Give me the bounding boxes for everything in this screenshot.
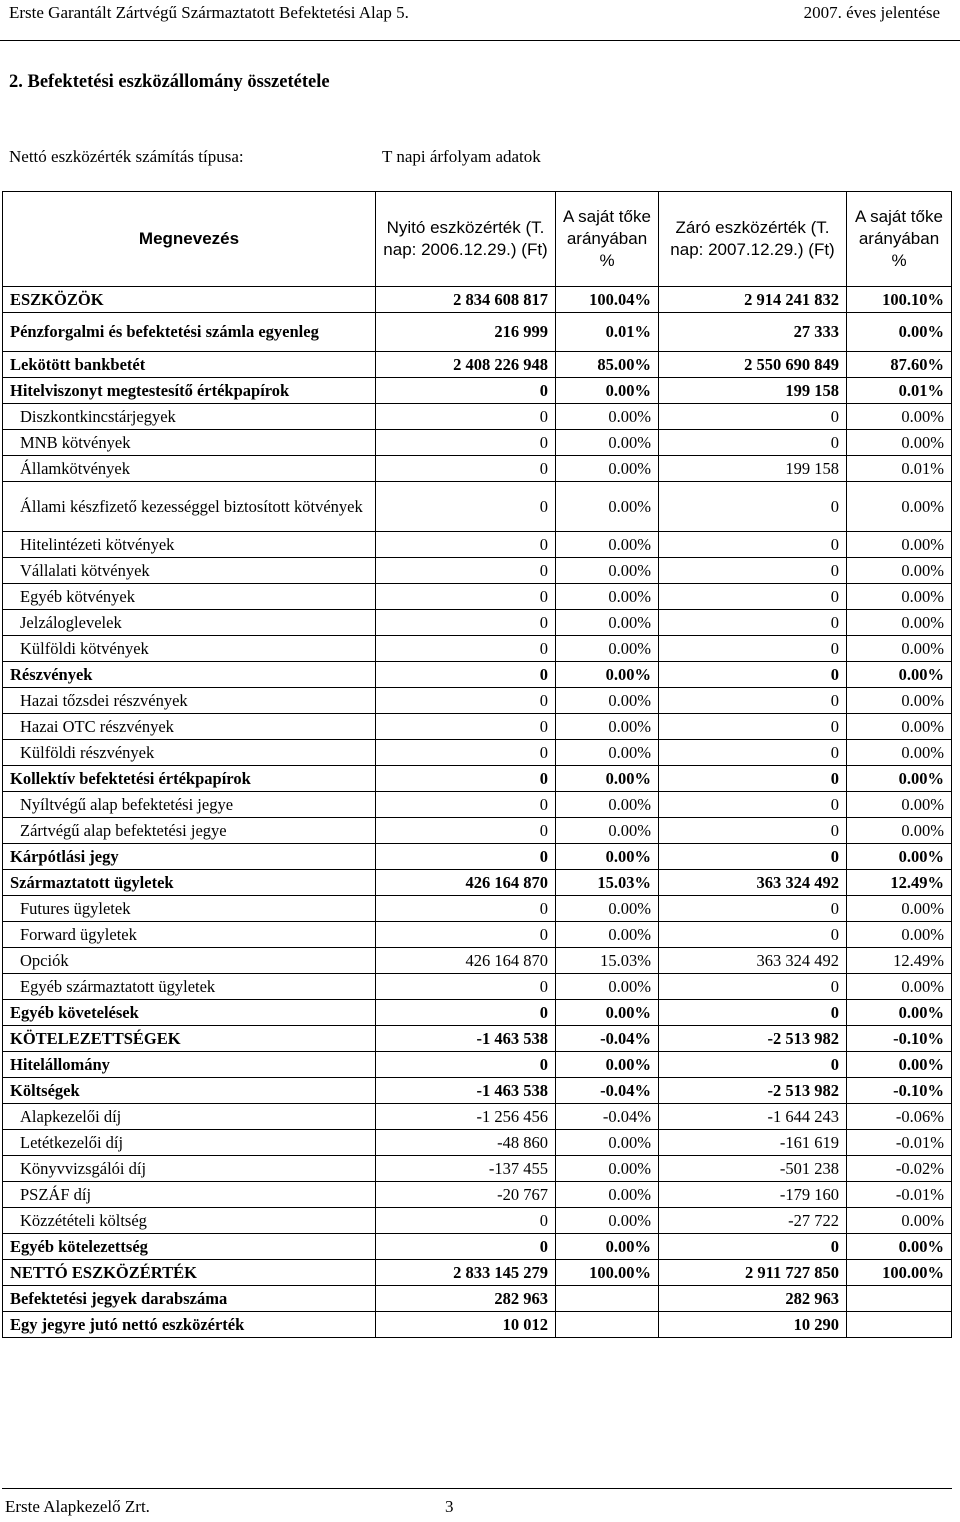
row-close-pct: 0.01%	[847, 378, 952, 404]
row-open-pct: -0.04%	[556, 1078, 659, 1104]
table-row	[3, 922, 952, 948]
row-close-value: 10 290	[659, 1312, 847, 1338]
row-name: Külföldi kötvények	[3, 636, 376, 662]
table-row	[3, 558, 952, 584]
row-open-value: 282 963	[376, 1286, 556, 1312]
row-open-pct: 0.00%	[556, 714, 659, 740]
row-open-value: 0	[376, 636, 556, 662]
row-name: Államkötvények	[3, 456, 376, 482]
row-open-pct: 100.00%	[556, 1260, 659, 1286]
row-open-value: 0	[376, 456, 556, 482]
row-open-pct: 0.00%	[556, 818, 659, 844]
row-close-value: 0	[659, 430, 847, 456]
row-name: ESZKÖZÖK	[3, 287, 376, 313]
row-open-value: 2 408 226 948	[376, 352, 556, 378]
row-open-value: 0	[376, 1234, 556, 1260]
table-row	[3, 1078, 952, 1104]
row-name: Vállalati kötvények	[3, 558, 376, 584]
report-title: 2007. éves jelentése	[803, 3, 940, 22]
row-open-pct: 0.00%	[556, 896, 659, 922]
row-open-value: 0	[376, 792, 556, 818]
row-open-value: 0	[376, 584, 556, 610]
header-open-pct: A saját tőke arányában %	[556, 192, 659, 287]
row-open-value: 0	[376, 844, 556, 870]
row-close-value: -161 619	[659, 1130, 847, 1156]
row-open-value: -1 463 538	[376, 1026, 556, 1052]
row-open-value: -1 256 456	[376, 1104, 556, 1130]
row-open-pct: -0.04%	[556, 1026, 659, 1052]
row-close-value: 0	[659, 558, 847, 584]
row-open-value: -20 767	[376, 1182, 556, 1208]
row-name: Pénzforgalmi és befektetési számla egyenleg	[3, 313, 376, 352]
row-open-value: 0	[376, 818, 556, 844]
row-close-pct: 0.00%	[847, 1000, 952, 1026]
row-name: Futures ügyletek	[3, 896, 376, 922]
table-row	[3, 1000, 952, 1026]
table-row	[3, 287, 952, 313]
row-open-value: 0	[376, 610, 556, 636]
row-name: Költségek	[3, 1078, 376, 1104]
row-name: Származtatott ügyletek	[3, 870, 376, 896]
table-row	[3, 378, 952, 404]
table-row	[3, 948, 952, 974]
row-open-value: 0	[376, 532, 556, 558]
row-open-pct: 0.00%	[556, 1000, 659, 1026]
row-name: Külföldi részvények	[3, 740, 376, 766]
row-close-value: 0	[659, 532, 847, 558]
table-row	[3, 844, 952, 870]
row-close-pct: -0.01%	[847, 1182, 952, 1208]
row-open-value: 0	[376, 896, 556, 922]
row-open-value: -48 860	[376, 1130, 556, 1156]
row-open-value: 0	[376, 662, 556, 688]
row-close-value: 0	[659, 584, 847, 610]
table-row	[3, 1052, 952, 1078]
row-open-value: 426 164 870	[376, 948, 556, 974]
header-open-value: Nyitó eszközérték (T. nap: 2006.12.29.) (Ft)	[376, 192, 556, 287]
row-name: Egy jegyre jutó nettó eszközérték	[3, 1312, 376, 1338]
row-close-pct: 0.00%	[847, 818, 952, 844]
row-close-pct: -0.10%	[847, 1026, 952, 1052]
row-open-pct: 0.00%	[556, 636, 659, 662]
row-close-pct: 0.00%	[847, 766, 952, 792]
row-close-value: 0	[659, 844, 847, 870]
row-close-pct: 0.00%	[847, 714, 952, 740]
row-close-pct: 0.00%	[847, 1208, 952, 1234]
row-close-value: -2 513 982	[659, 1078, 847, 1104]
row-close-value: 2 550 690 849	[659, 352, 847, 378]
table-row	[3, 1026, 952, 1052]
row-close-value: 2 914 241 832	[659, 287, 847, 313]
table-row	[3, 1260, 952, 1286]
row-close-pct: 0.00%	[847, 740, 952, 766]
table-row	[3, 610, 952, 636]
table-row	[3, 1156, 952, 1182]
table-row	[3, 740, 952, 766]
row-open-pct: 0.00%	[556, 688, 659, 714]
row-open-value: 0	[376, 430, 556, 456]
row-close-value: 363 324 492	[659, 948, 847, 974]
row-open-value: 0	[376, 740, 556, 766]
table-row	[3, 1312, 952, 1338]
row-close-pct: 0.00%	[847, 430, 952, 456]
row-close-pct: -0.06%	[847, 1104, 952, 1130]
row-open-pct: 0.00%	[556, 1208, 659, 1234]
row-open-pct: 0.00%	[556, 404, 659, 430]
row-open-value: -137 455	[376, 1156, 556, 1182]
row-close-value: 0	[659, 922, 847, 948]
row-open-value: 0	[376, 404, 556, 430]
row-close-value: 0	[659, 1000, 847, 1026]
row-open-value: 0	[376, 1208, 556, 1234]
row-open-pct: -0.04%	[556, 1104, 659, 1130]
row-close-pct: 0.00%	[847, 532, 952, 558]
row-open-value: 0	[376, 688, 556, 714]
table-row	[3, 714, 952, 740]
row-open-value: 0	[376, 1000, 556, 1026]
row-close-value: 0	[659, 1052, 847, 1078]
row-close-value: 199 158	[659, 456, 847, 482]
row-open-pct: 0.00%	[556, 740, 659, 766]
row-close-pct	[847, 1286, 952, 1312]
row-close-value: 27 333	[659, 313, 847, 352]
row-close-pct: 0.00%	[847, 482, 952, 532]
row-name: Hitelállomány	[3, 1052, 376, 1078]
row-close-value: -2 513 982	[659, 1026, 847, 1052]
row-name: Nyíltvégű alap befektetési jegye	[3, 792, 376, 818]
row-name: Hitelviszonyt megtestesítő értékpapírok	[3, 378, 376, 404]
row-close-pct: -0.10%	[847, 1078, 952, 1104]
table-row	[3, 688, 952, 714]
table-row	[3, 1104, 952, 1130]
row-close-pct: 0.01%	[847, 456, 952, 482]
section-title: 2. Befektetési eszközállomány összetétele	[9, 72, 330, 92]
row-close-value: 2 911 727 850	[659, 1260, 847, 1286]
row-close-value: 0	[659, 482, 847, 532]
row-open-value: 2 834 608 817	[376, 287, 556, 313]
table-row	[3, 1286, 952, 1312]
row-close-pct: 0.00%	[847, 896, 952, 922]
row-open-value: 0	[376, 922, 556, 948]
row-close-pct: 0.00%	[847, 558, 952, 584]
table-row	[3, 896, 952, 922]
row-open-pct: 0.01%	[556, 313, 659, 352]
row-close-value: 0	[659, 740, 847, 766]
row-name: Hazai OTC részvények	[3, 714, 376, 740]
row-open-pct: 0.00%	[556, 456, 659, 482]
row-close-value: 0	[659, 636, 847, 662]
row-open-pct: 0.00%	[556, 974, 659, 1000]
row-open-pct: 0.00%	[556, 1052, 659, 1078]
row-close-pct: 0.00%	[847, 1052, 952, 1078]
row-name: Hitelintézeti kötvények	[3, 532, 376, 558]
row-close-pct: 0.00%	[847, 688, 952, 714]
row-close-pct: 100.10%	[847, 287, 952, 313]
row-open-pct: 0.00%	[556, 766, 659, 792]
table-row	[3, 1208, 952, 1234]
row-name: Hazai tőzsdei részvények	[3, 688, 376, 714]
row-close-pct: 0.00%	[847, 313, 952, 352]
table-row	[3, 482, 952, 532]
page-header	[0, 0, 960, 41]
row-name: NETTÓ ESZKÖZÉRTÉK	[3, 1260, 376, 1286]
row-close-pct: -0.01%	[847, 1130, 952, 1156]
row-close-value: 0	[659, 610, 847, 636]
row-open-pct: 0.00%	[556, 482, 659, 532]
row-open-value: 0	[376, 1052, 556, 1078]
row-name: Zártvégű alap befektetési jegye	[3, 818, 376, 844]
row-close-value: -27 722	[659, 1208, 847, 1234]
row-close-value: 282 963	[659, 1286, 847, 1312]
row-open-pct: 0.00%	[556, 430, 659, 456]
row-open-pct: 0.00%	[556, 1130, 659, 1156]
row-name: Befektetési jegyek darabszáma	[3, 1286, 376, 1312]
row-open-value: 0	[376, 766, 556, 792]
row-open-pct: 0.00%	[556, 662, 659, 688]
header-close-value: Záró eszközérték (T. nap: 2007.12.29.) (Ft)	[659, 192, 847, 287]
table-row	[3, 974, 952, 1000]
table-row	[3, 818, 952, 844]
row-name: Könyvvizsgálói díj	[3, 1156, 376, 1182]
row-close-pct: 0.00%	[847, 844, 952, 870]
row-close-value: 0	[659, 662, 847, 688]
row-close-value: 0	[659, 1234, 847, 1260]
table-row	[3, 1182, 952, 1208]
page-number: 3	[445, 1497, 454, 1516]
row-close-value: 0	[659, 818, 847, 844]
row-open-pct: 0.00%	[556, 792, 659, 818]
row-open-value: 0	[376, 378, 556, 404]
table-row	[3, 430, 952, 456]
row-close-value: -179 160	[659, 1182, 847, 1208]
row-name: Egyéb származtatott ügyletek	[3, 974, 376, 1000]
row-close-pct: 0.00%	[847, 922, 952, 948]
row-close-value: 0	[659, 792, 847, 818]
row-close-pct	[847, 1312, 952, 1338]
row-open-pct	[556, 1286, 659, 1312]
row-name: Részvények	[3, 662, 376, 688]
row-name: Egyéb kötvények	[3, 584, 376, 610]
row-close-pct: 0.00%	[847, 610, 952, 636]
row-open-pct: 0.00%	[556, 1182, 659, 1208]
row-close-pct: 0.00%	[847, 662, 952, 688]
row-open-value: 0	[376, 714, 556, 740]
footer-company: Erste Alapkezelő Zrt.	[5, 1497, 150, 1516]
header-close-pct: A saját tőke arányában %	[847, 192, 952, 287]
row-name: Letétkezelői díj	[3, 1130, 376, 1156]
row-name: Alapkezelői díj	[3, 1104, 376, 1130]
row-open-pct: 100.04%	[556, 287, 659, 313]
row-open-pct: 0.00%	[556, 378, 659, 404]
row-open-value: 216 999	[376, 313, 556, 352]
table-row	[3, 352, 952, 378]
row-close-pct: 100.00%	[847, 1260, 952, 1286]
row-name: KÖTELEZETTSÉGEK	[3, 1026, 376, 1052]
table-row	[3, 662, 952, 688]
table-body	[3, 287, 952, 1338]
table-row	[3, 313, 952, 352]
row-open-value: -1 463 538	[376, 1078, 556, 1104]
row-open-pct: 85.00%	[556, 352, 659, 378]
row-close-value: 0	[659, 974, 847, 1000]
row-close-pct: -0.02%	[847, 1156, 952, 1182]
table-row	[3, 636, 952, 662]
row-close-value: 363 324 492	[659, 870, 847, 896]
row-name: Opciók	[3, 948, 376, 974]
row-name: Kárpótlási jegy	[3, 844, 376, 870]
row-open-value: 0	[376, 482, 556, 532]
table-row	[3, 870, 952, 896]
row-name: Egyéb kötelezettség	[3, 1234, 376, 1260]
row-close-pct: 0.00%	[847, 584, 952, 610]
row-open-pct: 0.00%	[556, 584, 659, 610]
table-row	[3, 766, 952, 792]
row-close-pct: 0.00%	[847, 974, 952, 1000]
row-name: PSZÁF díj	[3, 1182, 376, 1208]
asset-composition-table	[2, 191, 952, 1338]
row-close-value: 0	[659, 688, 847, 714]
table-row	[3, 1234, 952, 1260]
row-name: Forward ügyletek	[3, 922, 376, 948]
row-name: Diszkontkincstárjegyek	[3, 404, 376, 430]
table-row	[3, 1130, 952, 1156]
row-name: Közzétételi költség	[3, 1208, 376, 1234]
footer-divider	[2, 1488, 952, 1489]
row-close-value: 199 158	[659, 378, 847, 404]
row-name: Jelzáloglevelek	[3, 610, 376, 636]
row-open-value: 2 833 145 279	[376, 1260, 556, 1286]
row-close-pct: 12.49%	[847, 870, 952, 896]
fund-name: Erste Garantált Zártvégű Származtatott Befektetési Alap 5.	[9, 3, 409, 22]
row-open-pct: 0.00%	[556, 1234, 659, 1260]
row-close-pct: 0.00%	[847, 404, 952, 430]
row-open-pct: 15.03%	[556, 948, 659, 974]
calc-type-value: T napi árfolyam adatok	[382, 147, 541, 166]
table-row	[3, 584, 952, 610]
row-close-pct: 0.00%	[847, 636, 952, 662]
row-name: Kollektív befektetési értékpapírok	[3, 766, 376, 792]
row-name: Egyéb követelések	[3, 1000, 376, 1026]
row-open-pct: 0.00%	[556, 1156, 659, 1182]
calc-type-label: Nettó eszközérték számítás típusa:	[9, 147, 244, 166]
row-close-value: -501 238	[659, 1156, 847, 1182]
row-close-pct: 0.00%	[847, 792, 952, 818]
row-close-pct: 87.60%	[847, 352, 952, 378]
row-open-value: 426 164 870	[376, 870, 556, 896]
row-open-pct: 0.00%	[556, 558, 659, 584]
row-open-value: 0	[376, 558, 556, 584]
table-row	[3, 456, 952, 482]
table-row	[3, 532, 952, 558]
row-close-value: 0	[659, 714, 847, 740]
header-name: Megnevezés	[3, 192, 376, 287]
table-header-row	[3, 192, 952, 287]
row-name: MNB kötvények	[3, 430, 376, 456]
row-name: Állami készfizető kezességgel biztosított kötvények	[3, 482, 376, 532]
row-open-pct: 0.00%	[556, 844, 659, 870]
row-open-value: 10 012	[376, 1312, 556, 1338]
row-close-pct: 12.49%	[847, 948, 952, 974]
table-row	[3, 792, 952, 818]
row-close-value: 0	[659, 404, 847, 430]
row-close-pct: 0.00%	[847, 1234, 952, 1260]
row-name: Lekötött bankbetét	[3, 352, 376, 378]
row-open-pct: 15.03%	[556, 870, 659, 896]
row-close-value: -1 644 243	[659, 1104, 847, 1130]
row-close-value: 0	[659, 896, 847, 922]
row-open-value: 0	[376, 974, 556, 1000]
table-row	[3, 404, 952, 430]
row-open-pct: 0.00%	[556, 610, 659, 636]
row-close-value: 0	[659, 766, 847, 792]
row-open-pct: 0.00%	[556, 922, 659, 948]
row-open-pct	[556, 1312, 659, 1338]
row-open-pct: 0.00%	[556, 532, 659, 558]
